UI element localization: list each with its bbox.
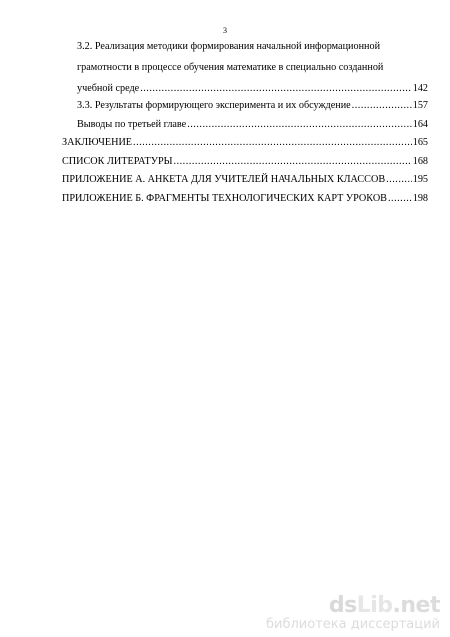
- dot-leader: [140, 82, 412, 96]
- toc-section-3-3-entry[interactable]: [77, 99, 428, 113]
- page-number: 3: [223, 26, 227, 35]
- toc-page-number: 195: [412, 174, 428, 185]
- watermark-tagline: библиотека диссертаций: [266, 617, 440, 632]
- toc-section-3-2-line-1: 3.2. Реализация методики формирования начальной информационной: [77, 41, 381, 52]
- toc-appendix-a-entry[interactable]: [62, 173, 428, 187]
- toc-entry-title: ЗАКЛЮЧЕНИЕ: [62, 137, 133, 148]
- toc-page-number: 157: [412, 100, 428, 111]
- toc-entry-title: ПРИЛОЖЕНИЕ Б. ФРАГМЕНТЫ ТЕХНОЛОГИЧЕСКИХ КАРТ УРОКОВ: [62, 193, 387, 204]
- toc-entry-title: 3.3. Результаты формирующего эксперимента и их обсуждение: [77, 100, 351, 111]
- toc-appendix-b-entry[interactable]: [62, 192, 428, 206]
- toc-section-3-2-line-3: учебной среде: [77, 83, 140, 94]
- toc-page-number: 198: [412, 193, 428, 204]
- toc-conclusion-entry[interactable]: [62, 136, 428, 150]
- dslib-watermark: [266, 595, 440, 631]
- toc-section-3-2-line-2: грамотности в процессе обучения математике в специально созданной: [77, 62, 384, 73]
- dot-leader: [187, 118, 412, 132]
- toc-references-entry[interactable]: [62, 155, 428, 169]
- toc-conclusions-ch3-entry[interactable]: [77, 118, 428, 132]
- dot-leader: [386, 173, 412, 187]
- toc-entry-title: Выводы по третьей главе: [77, 119, 187, 130]
- toc-entry-title: СПИСОК ЛИТЕРАТУРЫ: [62, 156, 173, 167]
- toc-page-number: 164: [412, 119, 428, 130]
- dslib-logo: [266, 595, 440, 617]
- dot-leader: [352, 99, 412, 113]
- logo-net: .net: [392, 593, 440, 618]
- dot-leader: [174, 155, 412, 169]
- logo-ds: ds: [328, 593, 357, 618]
- toc-section-3-2-entry[interactable]: [77, 82, 428, 96]
- logo-lib: Lib: [356, 593, 393, 618]
- dot-leader: [133, 136, 412, 150]
- dot-leader: [388, 192, 412, 206]
- toc-page-number: 165: [412, 137, 428, 148]
- toc-page-number: 142: [412, 83, 428, 94]
- toc-page-number: 168: [412, 156, 428, 167]
- toc-entry-title: ПРИЛОЖЕНИЕ А. АНКЕТА ДЛЯ УЧИТЕЛЕЙ НАЧАЛЬНЫХ КЛАССОВ: [62, 174, 386, 185]
